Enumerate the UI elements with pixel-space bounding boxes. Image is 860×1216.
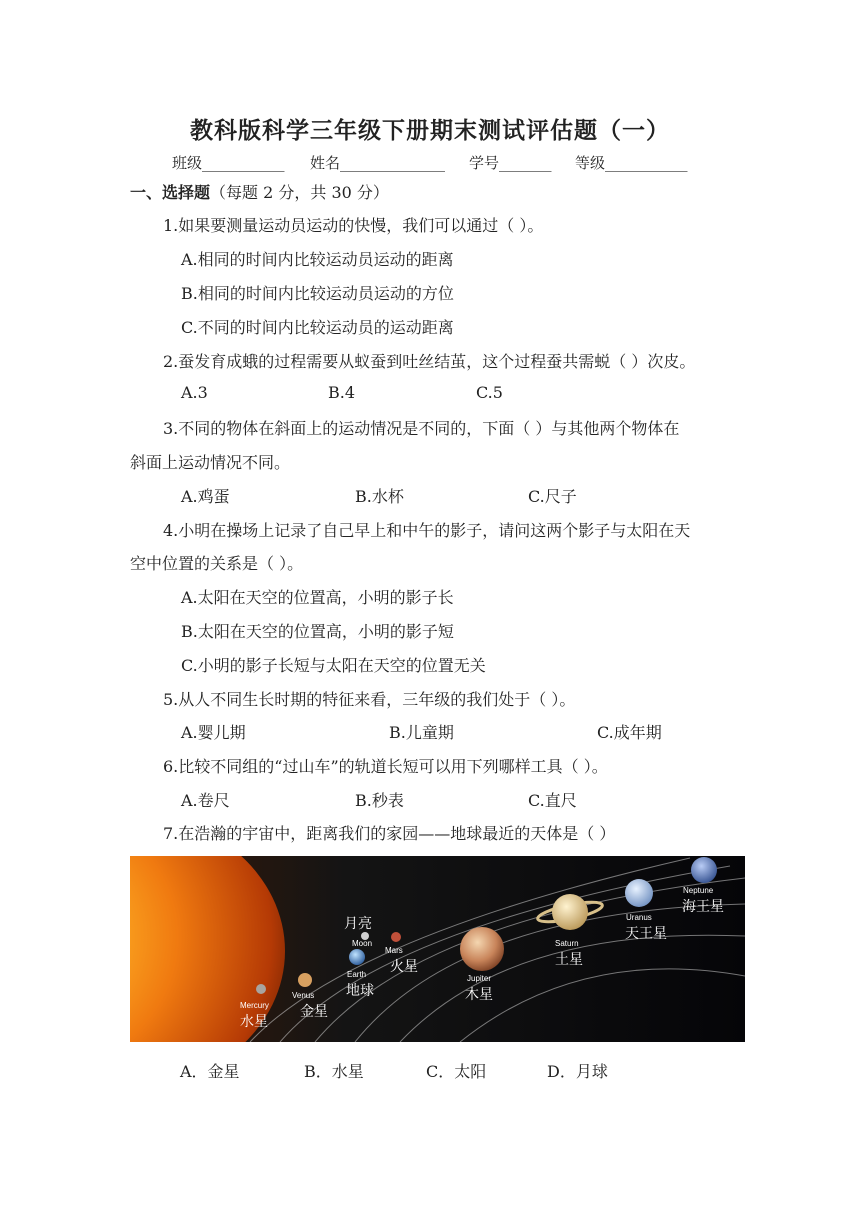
mercury-label-zh: 水星	[240, 1013, 268, 1029]
earth-label-zh: 地球	[346, 982, 374, 998]
venus-planet	[298, 973, 312, 987]
question-7-option-a: A．金星	[180, 1062, 240, 1081]
question-5-option-a: A.婴儿期	[181, 723, 246, 742]
uranus-planet	[625, 879, 653, 907]
mars-planet	[391, 932, 401, 942]
question-4-stem-line1: 4.小明在操场上记录了自己早上和中午的影子，请问这两个影子与太阳在天	[163, 521, 691, 540]
moon-label-en: Moon	[352, 939, 373, 948]
section-heading	[130, 180, 389, 203]
mercury-planet	[256, 984, 266, 994]
saturn-label-zh: 土星	[555, 951, 583, 967]
question-3-option-a: A.鸡蛋	[181, 487, 230, 506]
question-7-option-c: C．太阳	[426, 1062, 487, 1081]
moon-label-zh: 月亮	[344, 915, 372, 931]
question-4-stem-line2: 空中位置的关系是（ ）。	[130, 554, 304, 573]
question-4-option-b: B.太阳在天空的位置高，小明的影子短	[181, 622, 454, 641]
question-4-option-a: A.太阳在天空的位置高，小明的影子长	[181, 588, 454, 607]
question-3-stem-line1: 3.不同的物体在斜面上的运动情况是不同的，下面（ ）与其他两个物体在	[163, 419, 680, 438]
question-6-stem: 6.比较不同组的“过山车”的轨道长短可以用下列哪样工具（ ）。	[163, 757, 608, 776]
name-field: 姓名______________	[310, 154, 446, 172]
grade-field: 等级___________	[575, 154, 688, 172]
question-5-option-c: C.成年期	[597, 723, 662, 742]
question-1-option-a: A.相同的时间内比较运动员运动的距离	[181, 250, 454, 269]
question-2-option-a: A.3	[181, 383, 208, 402]
section-note: （每题 2 分，共 30 分）	[210, 183, 389, 202]
question-1-option-c: C.不同的时间内比较运动员的运动距离	[181, 318, 454, 337]
section-title: 一、选择题	[130, 183, 211, 202]
question-3-stem-line2: 斜面上运动情况不同。	[130, 453, 291, 472]
question-6-option-a: A.卷尺	[181, 791, 230, 810]
jupiter-planet	[460, 927, 504, 971]
earth-label-en: Earth	[347, 970, 367, 979]
mercury-label-en: Mercury	[240, 1001, 269, 1010]
question-1-option-b: B.相同的时间内比较运动员运动的方位	[181, 284, 454, 303]
venus-label-en: Venus	[292, 991, 315, 1000]
venus-label-zh: 金星	[300, 1003, 328, 1019]
question-6-option-c: C.直尺	[528, 791, 577, 810]
jupiter-label-zh: 木星	[465, 986, 493, 1002]
solar-system-image	[130, 856, 745, 1042]
earth-planet	[349, 949, 365, 965]
question-7-option-d: D．月球	[547, 1062, 608, 1081]
question-2-option-b: B.4	[328, 383, 356, 402]
question-7-stem: 7.在浩瀚的宇宙中，距离我们的家园——地球最近的天体是（ ）	[163, 824, 616, 843]
uranus-label-en: Uranus	[626, 913, 652, 922]
page-title: 教科版科学三年级下册期末测试评估题（一）	[190, 118, 670, 144]
question-7-option-b: B．水星	[304, 1062, 364, 1081]
neptune-label-en: Neptune	[683, 886, 714, 895]
question-3-option-b: B.水杯	[355, 487, 404, 506]
question-6-option-b: B.秒表	[355, 791, 404, 810]
class-field: 班级___________	[172, 154, 285, 172]
question-2-option-c: C.5	[476, 383, 503, 402]
neptune-planet	[691, 857, 717, 883]
mars-label-en: Mars	[385, 946, 403, 955]
question-3-option-c: C.尺子	[528, 487, 577, 506]
jupiter-label-en: Jupiter	[467, 974, 492, 983]
neptune-label-zh: 海王星	[682, 898, 724, 914]
question-5-option-b: B.儿童期	[389, 723, 454, 742]
mars-label-zh: 火星	[390, 958, 418, 974]
saturn-label-en: Saturn	[555, 939, 579, 948]
student-id-field: 学号_______	[469, 154, 552, 172]
question-1-stem: 1.如果要测量运动员运动的快慢，我们可以通过（ ）。	[163, 216, 544, 235]
question-5-stem: 5.从人不同生长时期的特征来看，三年级的我们处于（ ）。	[163, 690, 576, 709]
question-2-stem: 2.蚕发育成蛾的过程需要从蚁蚕到吐丝结茧，这个过程蚕共需蜕（ ）次皮。	[163, 352, 696, 371]
question-4-option-c: C.小明的影子长短与太阳在天空的位置无关	[181, 656, 486, 675]
uranus-label-zh: 天王星	[625, 925, 667, 941]
